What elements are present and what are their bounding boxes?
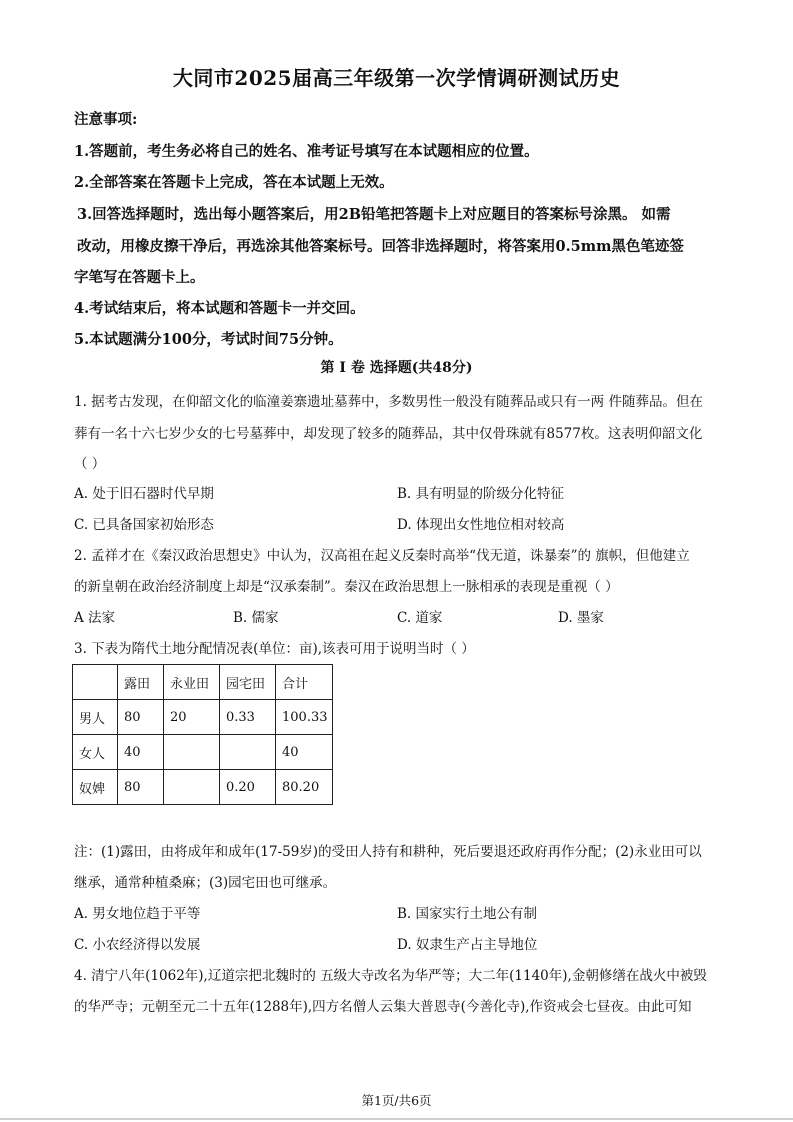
- q2-option-d: D. 墨家: [558, 610, 604, 626]
- q1-stem-line-2: 葬有一名十六七岁少女的七号墓葬中，却发现了较多的随葬品，其中仅骨珠就有8577枚。这表明仰韶文化: [74, 426, 703, 442]
- table-cell: 0.20: [220, 770, 276, 805]
- q3-table-note-line-2: 继承，通常种植桑麻；(3)园宅田也可继承。: [74, 875, 337, 891]
- q2-stem-line-1: 2. 孟祥才在《秦汉政治思想史》中认为，汉高祖在起义反秦时高举“伐无道，诛暴秦”的 旗帜，但他建立: [74, 548, 690, 564]
- q1-option-a: A. 处于旧石器时代早期: [74, 486, 214, 502]
- note-3-line-2: 改动，用橡皮擦干净后，再选涂其他答案标号。回答非选择题时，将答案用0.5mm黑色笔迹签: [77, 238, 684, 255]
- table-cell: [164, 770, 220, 805]
- table-header-cell: 合计: [276, 665, 333, 700]
- q3-stem: 3. 下表为隋代土地分配情况表(单位：亩),该表可用于说明当时（ ）: [74, 641, 475, 657]
- q2-stem-line-2: 的新皇朝在政治经济制度上却是“汉承秦制”。秦汉在政治思想上一脉相承的表现是重视（ ）: [74, 579, 619, 595]
- q1-option-c: C. 已具备国家初始形态: [74, 517, 214, 533]
- table-cell: 40: [118, 735, 164, 770]
- page-title: 大同市2025届高三年级第一次学情调研测试历史: [172, 66, 621, 90]
- table-cell: 奴婢: [73, 770, 118, 805]
- table-header-cell: 永业田: [164, 665, 220, 700]
- table-row: [73, 700, 333, 735]
- q2-option-b: B. 儒家: [233, 610, 279, 626]
- section-title: 第 I 卷 选择题(共48分): [320, 360, 473, 376]
- table-cell: 80: [118, 770, 164, 805]
- table-cell: 80: [118, 700, 164, 735]
- table-cell: 40: [276, 735, 333, 770]
- table-row: [73, 735, 333, 770]
- q3-option-c: C. 小农经济得以发展: [74, 937, 201, 953]
- q2-option-c: C. 道家: [397, 610, 443, 626]
- notes-heading: 注意事项:: [74, 111, 138, 128]
- table-cell: [164, 735, 220, 770]
- table-header-cell: 园宅田: [220, 665, 276, 700]
- table-cell: 男人: [73, 700, 118, 735]
- page-footer: 第1页/共6页: [361, 1093, 432, 1108]
- table-row: [73, 770, 333, 805]
- q4-stem-line-1: 4. 清宁八年(1062年),辽道宗把北魏时的 五级大寺改名为华严等；大二年(1140年),金朝修缮在战火中被毁: [74, 968, 707, 984]
- note-1: 1.答题前，考生务必将自己的姓名、准考证号填写在本试题相应的位置。: [74, 143, 539, 160]
- q3-table-note-line-1: 注：(1)露田，由将成年和成年(17-59岁)的受田人持有和耕种，死后要退还政府再作分配；(2)永业田可以: [74, 844, 702, 860]
- q1-stem-line-1: 1. 据考古发现，在仰韶文化的临潼姜寨遗址墓葬中，多数男性一般没有随葬品或只有一两 件随葬品。但在: [74, 394, 703, 410]
- q1-option-b: B. 具有明显的阶级分化特征: [397, 486, 565, 502]
- q4-stem-line-2: 的华严寺；元朝至元二十五年(1288年),四方名僧人云集大普恩寺(今善化寺),作资戒会七昼夜。由此可知: [74, 999, 692, 1015]
- table-cell: 女人: [73, 735, 118, 770]
- bottom-divider: [0, 1118, 793, 1120]
- q2-option-a: A 法家: [74, 610, 116, 626]
- table-header-cell: [73, 665, 118, 700]
- table-cell: 100.33: [276, 700, 333, 735]
- table-header-row: [73, 665, 333, 700]
- note-5: 5.本试题满分100分，考试时间75分钟。: [74, 331, 343, 348]
- note-2: 2.全部答案在答题卡上完成，答在本试题上无效。: [74, 174, 394, 191]
- note-3-line-3: 字笔写在答题卡上。: [74, 269, 205, 286]
- table-cell: 80.20: [276, 770, 333, 805]
- note-4: 4.考试结束后，将本试题和答题卡一并交回。: [74, 300, 365, 317]
- q1-option-d: D. 体现出女性地位相对较高: [397, 517, 565, 533]
- note-3-line-1: 3.回答选择题时，选出每小题答案后，用2B铅笔把答题卡上对应题目的答案标号涂黑。 如需: [77, 206, 671, 223]
- q3-option-d: D. 奴隶生产占主导地位: [397, 937, 538, 953]
- q3-option-a: A. 男女地位趋于平等: [74, 906, 201, 922]
- q3-option-b: B. 国家实行土地公有制: [397, 906, 538, 922]
- table-cell: [220, 735, 276, 770]
- q1-answer-blank: （ ）: [74, 456, 106, 472]
- table-cell: 20: [164, 700, 220, 735]
- land-allocation-table: [72, 664, 333, 805]
- table-cell: 0.33: [220, 700, 276, 735]
- table-header-cell: 露田: [118, 665, 164, 700]
